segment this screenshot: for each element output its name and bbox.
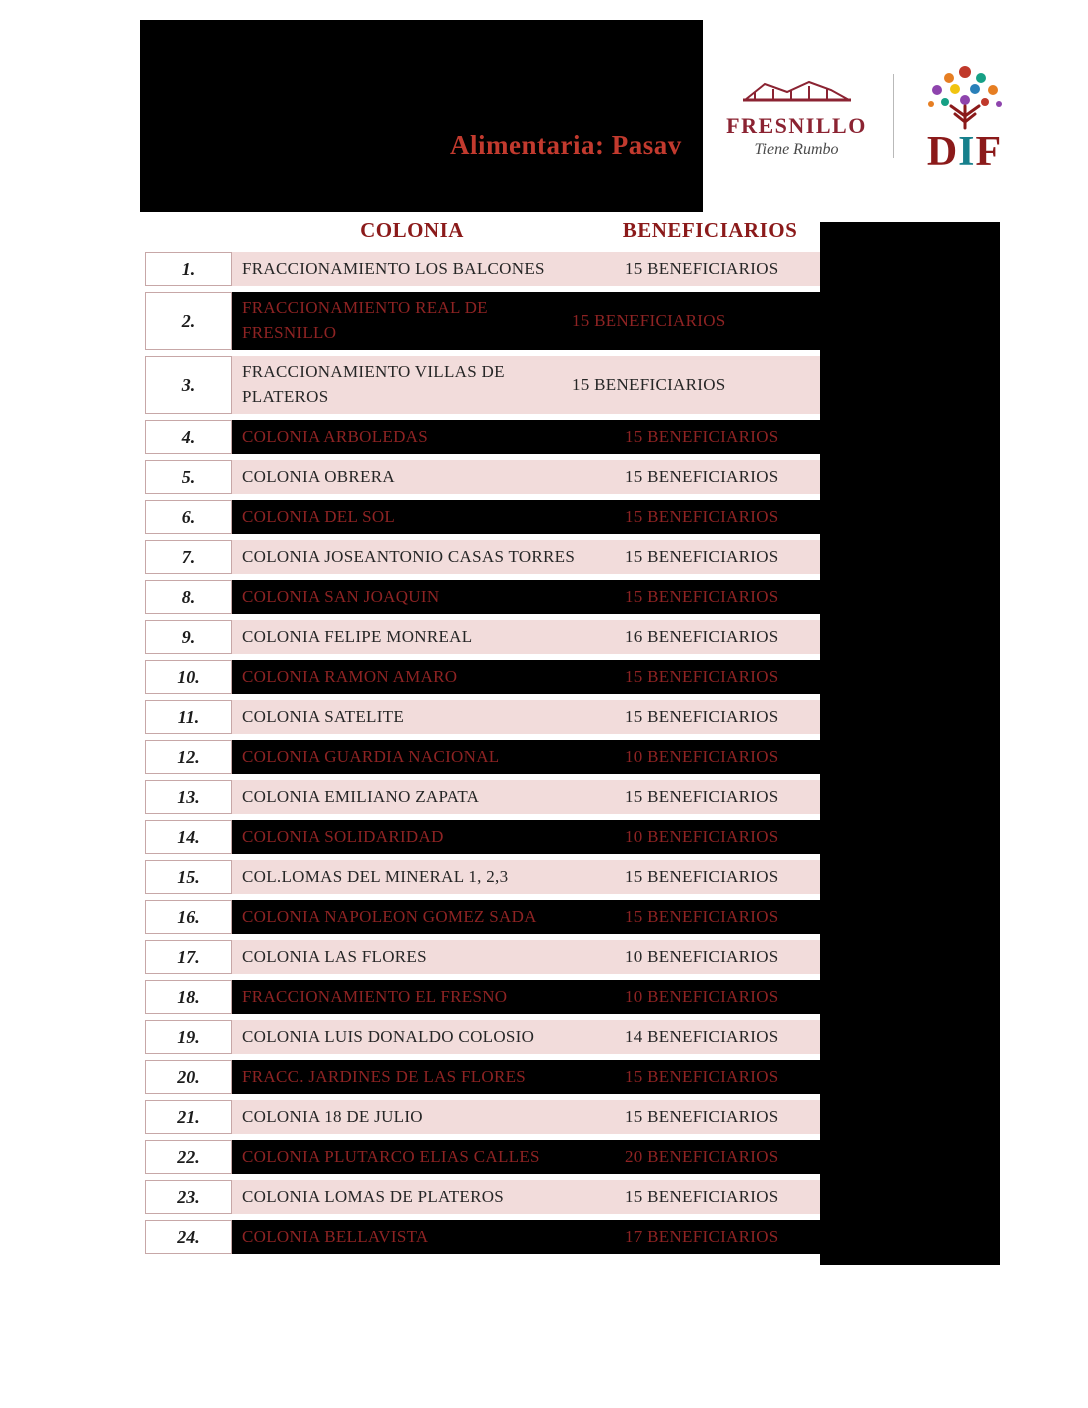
fresnillo-logo-text: FRESNILLO <box>726 112 867 138</box>
row-number: 10. <box>145 660 232 694</box>
row-number: 12. <box>145 740 232 774</box>
colonia-name: COLONIA LOMAS DE PLATEROS <box>242 1186 505 1206</box>
table-row <box>145 980 820 1014</box>
beneficiarios-count: 15 BENEFICIARIOS <box>625 427 779 446</box>
table-row <box>145 780 820 814</box>
colonia-name: FRACCIONAMIENTO LOS BALCONES <box>242 258 545 278</box>
row-number: 13. <box>145 780 232 814</box>
beneficiarios-count: 15 BENEFICIARIOS <box>625 1067 779 1086</box>
row-content <box>232 1180 820 1214</box>
colonia-name: COLONIA LUIS DONALDO COLOSIO <box>242 1026 535 1046</box>
colonia-name: FRACC. JARDINES DE LAS FLORES <box>242 1066 527 1086</box>
row-content <box>232 940 820 974</box>
row-number: 11. <box>145 700 232 734</box>
row-number: 1. <box>145 252 232 286</box>
beneficiarios-count: 15 BENEFICIARIOS <box>572 375 726 394</box>
row-number: 17. <box>145 940 232 974</box>
table-row <box>145 252 820 286</box>
beneficiarios-count: 15 BENEFICIARIOS <box>625 467 779 486</box>
table-row <box>145 1220 820 1254</box>
colonia-name: COLONIA SATELITE <box>242 706 405 726</box>
colonia-name: COLONIA SOLIDARIDAD <box>242 826 444 846</box>
beneficiarios-count: 15 BENEFICIARIOS <box>625 867 779 886</box>
row-number: 23. <box>145 1180 232 1214</box>
row-content <box>232 356 820 414</box>
fresnillo-logo <box>717 74 877 159</box>
table-row <box>145 460 820 494</box>
row-number: 9. <box>145 620 232 654</box>
beneficiarios-count: 10 BENEFICIARIOS <box>625 947 779 966</box>
beneficiarios-count: 17 BENEFICIARIOS <box>625 1227 779 1246</box>
beneficiarios-count: 15 BENEFICIARIOS <box>625 707 779 726</box>
colonia-name: COLONIA 18 DE JULIO <box>242 1106 423 1126</box>
table-row <box>145 1180 820 1214</box>
colonia-name: FRACCIONAMIENTO REAL DE FRESNILLO <box>242 298 488 342</box>
colonia-name: COLONIA BELLAVISTA <box>242 1226 429 1246</box>
table-row <box>145 860 820 894</box>
colonia-name: COLONIA PLUTARCO ELIAS CALLES <box>242 1146 540 1166</box>
row-content <box>232 740 820 774</box>
table-row <box>145 580 820 614</box>
table-row <box>145 700 820 734</box>
row-content <box>232 620 820 654</box>
beneficiarios-count: 15 BENEFICIARIOS <box>625 1187 779 1206</box>
row-content <box>232 900 820 934</box>
colonia-name: COLONIA OBRERA <box>242 466 395 486</box>
beneficiarios-count: 15 BENEFICIARIOS <box>625 907 779 926</box>
fresnillo-tagline: Tiene Rumbo <box>754 140 839 158</box>
row-number: 16. <box>145 900 232 934</box>
table-row <box>145 1100 820 1134</box>
table-row <box>145 1140 820 1174</box>
row-number: 21. <box>145 1100 232 1134</box>
header-banner <box>140 20 703 212</box>
row-content <box>232 252 820 286</box>
row-number: 14. <box>145 820 232 854</box>
row-number: 15. <box>145 860 232 894</box>
row-content <box>232 700 820 734</box>
logo-divider <box>893 74 894 158</box>
beneficiarios-count: 14 BENEFICIARIOS <box>625 1027 779 1046</box>
row-number: 24. <box>145 1220 232 1254</box>
beneficiarios-count: 10 BENEFICIARIOS <box>625 747 779 766</box>
row-number: 19. <box>145 1020 232 1054</box>
table-row <box>145 292 820 350</box>
row-number: 7. <box>145 540 232 574</box>
logos-block <box>703 20 1033 212</box>
row-content <box>232 820 820 854</box>
row-number: 6. <box>145 500 232 534</box>
header-title: Alimentaria: Pasav <box>450 130 682 160</box>
column-header-colonia: COLONIA <box>360 218 464 242</box>
row-number: 8. <box>145 580 232 614</box>
colonia-name: FRACCIONAMIENTO VILLAS DE PLATEROS <box>242 362 505 406</box>
row-content <box>232 1220 820 1254</box>
beneficiarios-count: 10 BENEFICIARIOS <box>625 987 779 1006</box>
row-content <box>232 1100 820 1134</box>
table-row <box>145 820 820 854</box>
table-row <box>145 356 820 414</box>
table-row <box>145 740 820 774</box>
row-content <box>232 540 820 574</box>
colonia-name: COLONIA SAN JOAQUIN <box>242 586 440 606</box>
table-row <box>145 500 820 534</box>
row-content <box>232 460 820 494</box>
table-row <box>145 620 820 654</box>
row-number: 20. <box>145 1060 232 1094</box>
colonia-name: COL.LOMAS DEL MINERAL 1, 2,3 <box>242 866 509 886</box>
dif-logo-text: DIF <box>926 128 1003 175</box>
colonia-name: COLONIA FELIPE MONREAL <box>242 626 473 646</box>
row-number: 22. <box>145 1140 232 1174</box>
beneficiarios-count: 15 BENEFICIARIOS <box>572 311 726 330</box>
row-content <box>232 860 820 894</box>
colonia-name: COLONIA JOSEANTONIO CASAS TORRES <box>242 546 576 566</box>
right-black-band <box>820 222 1000 1265</box>
row-content <box>232 1140 820 1174</box>
dif-logo <box>910 62 1020 175</box>
row-number: 18. <box>145 980 232 1014</box>
beneficiarios-count: 15 BENEFICIARIOS <box>625 787 779 806</box>
row-content <box>232 660 820 694</box>
colonias-table <box>145 252 820 1260</box>
row-number: 2. <box>145 292 232 350</box>
row-content <box>232 780 820 814</box>
table-row <box>145 1020 820 1054</box>
beneficiarios-count: 15 BENEFICIARIOS <box>625 507 779 526</box>
row-content <box>232 420 820 454</box>
row-content <box>232 980 820 1014</box>
colonia-name: COLONIA ARBOLEDAS <box>242 426 428 446</box>
column-header-beneficiarios: BENEFICIARIOS <box>622 218 798 242</box>
colonia-name: COLONIA NAPOLEON GOMEZ SADA <box>242 906 537 926</box>
colonia-name: COLONIA EMILIANO ZAPATA <box>242 786 480 806</box>
table-row <box>145 540 820 574</box>
bridge-icon <box>737 95 857 112</box>
beneficiarios-count: 15 BENEFICIARIOS <box>625 587 779 606</box>
row-number: 5. <box>145 460 232 494</box>
row-content <box>232 292 820 350</box>
beneficiarios-count: 15 BENEFICIARIOS <box>625 547 779 566</box>
beneficiarios-count: 15 BENEFICIARIOS <box>625 667 779 686</box>
table-row <box>145 420 820 454</box>
row-content <box>232 1020 820 1054</box>
beneficiarios-count: 16 BENEFICIARIOS <box>625 627 779 646</box>
row-content <box>232 500 820 534</box>
beneficiarios-count: 10 BENEFICIARIOS <box>625 827 779 846</box>
beneficiarios-count: 20 BENEFICIARIOS <box>625 1147 779 1166</box>
colonia-name: FRACCIONAMIENTO EL FRESNO <box>242 986 508 1006</box>
table-row <box>145 660 820 694</box>
colonia-name: COLONIA LAS FLORES <box>242 946 427 966</box>
row-content <box>232 580 820 614</box>
colonia-name: COLONIA RAMON AMARO <box>242 666 458 686</box>
row-content <box>232 1060 820 1094</box>
beneficiarios-count: 15 BENEFICIARIOS <box>625 259 779 278</box>
table-row <box>145 940 820 974</box>
colonia-name: COLONIA GUARDIA NACIONAL <box>242 746 500 766</box>
table-row <box>145 1060 820 1094</box>
table-row <box>145 900 820 934</box>
row-number: 4. <box>145 420 232 454</box>
beneficiarios-count: 15 BENEFICIARIOS <box>625 1107 779 1126</box>
row-number: 3. <box>145 356 232 414</box>
colonia-name: COLONIA DEL SOL <box>242 506 396 526</box>
